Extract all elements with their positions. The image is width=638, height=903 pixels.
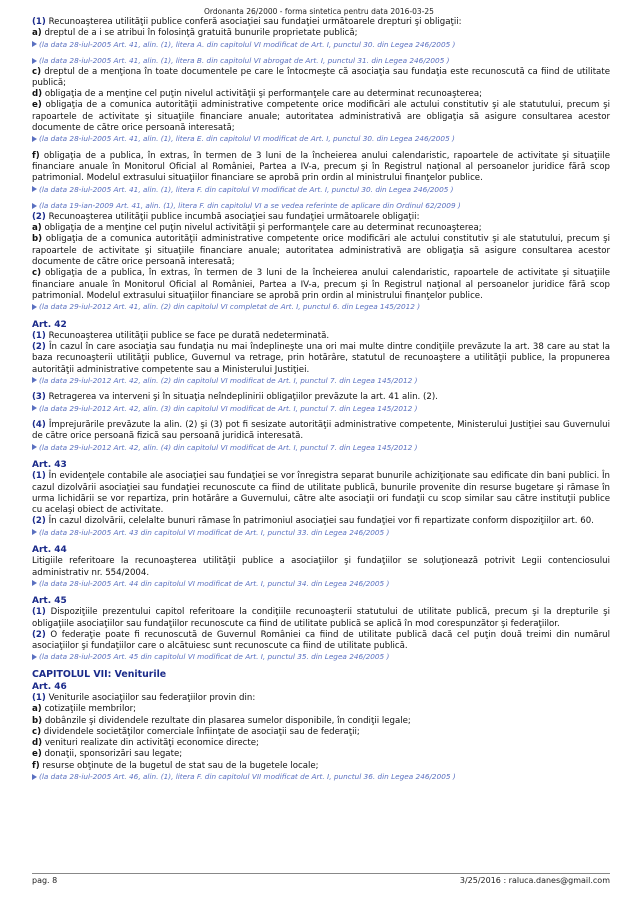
paragraph-text: Recunoaşterea utilităţii publice incumbă asociaţiei sau fundaţiei următoarele obligaţii:	[45, 211, 420, 222]
paragraph-text: În evidenţele contabile ale asociaţiei sau fundaţiei se vor înregistra separat bunurile achiziţionate sau edificate din bani publici. În cazul dizolvării asociaţiei sau fundaţiei recunoscute ca fiind de utilitate publică, bunurile provenite din resurse bugetare şi rămase în urma lichidării se vor repartiza, prin hotărâre a Guvernului, către alte asociaţii ori fundaţii cu scop similar sau către instituţii publice cu acelaşi obiect de activitate.	[32, 471, 610, 516]
article-heading: Art. 45	[32, 596, 67, 607]
paragraph	[32, 727, 610, 738]
paragraph	[32, 151, 610, 185]
paragraph	[32, 234, 610, 268]
paragraph	[32, 392, 610, 403]
amendment-note[interactable]	[32, 134, 610, 145]
paragraph-label: (2)	[32, 629, 46, 640]
paragraph-text: Litigiile referitoare la recunoaşterea utilităţii publice a asociaţiilor şi fundaţiilor se soluţionează potrivit Legii contenciosului administrativ nr. 554/2004.	[32, 556, 610, 578]
paragraph	[32, 67, 610, 90]
paragraph	[32, 704, 610, 715]
paragraph	[32, 516, 610, 527]
article-heading: Art. 44	[32, 545, 67, 556]
amendment-note[interactable]	[32, 404, 610, 415]
paragraph-label: (1)	[32, 607, 46, 618]
paragraph-label: (2)	[32, 211, 46, 222]
paragraph-label: d)	[32, 89, 43, 100]
triangle-right-icon	[32, 405, 37, 411]
paragraph	[32, 268, 610, 302]
paragraph-text: În cazul în care asociaţia sau fundaţia nu mai îndeplineşte una ori mai multe dintre condiţiile prevăzute la art. 38 care au stat la baza recunoaşterii utilităţii publice, Guvernul va retrage, prin hotărâre, statutul de recunoaştere a utilităţii publice, la propunerea autorităţii administrative competente sau a Ministerului Justiţiei.	[32, 341, 610, 375]
amendment-note[interactable]	[32, 772, 610, 783]
paragraph-text: cotizaţiile membrilor;	[41, 704, 137, 715]
paragraph-label: (2)	[32, 341, 46, 352]
amendment-note-text: (la data 29-iul-2012 Art. 41, alin. (2) din capitolul VI completat de Art. I, punctul 6. din Legea 145/2012 )	[39, 302, 421, 312]
paragraph-text: obligaţia de a menţine cel puţin nivelul activităţii şi performanţele care au determinat recunoaşterea;	[42, 89, 482, 100]
paragraph-text: obligaţia de a comunica autorităţii administrative competente orice modificări ale actului constitutiv şi ale statutului, precum şi rapoartele de activitate şi situaţiile financiare anuale; autoritatea administrativă are obligaţia să asigure consultarea acestor documente de către orice persoană interesată;	[32, 234, 610, 267]
paragraph-text: venituri realizate din activităţi economice directe;	[42, 738, 259, 749]
paragraph-text: obligaţia de a comunica autorităţii administrative competente orice modificări ale actului constitutiv şi ale statutului, precum şi rapoartele de activitate şi situaţiile financiare anuale; autoritatea administrativă are obligaţia să asigure consultarea acestor documente de către orice persoană interesată;	[32, 100, 610, 134]
triangle-right-icon	[32, 58, 37, 64]
paragraph-label: f)	[32, 150, 40, 161]
triangle-right-icon	[32, 774, 37, 780]
paragraph-text: În cazul dizolvării, celelalte bunuri rămase în patrimoniul asociaţiei sau fundaţiei vor fi repartizate conform dispoziţiilor art. 60.	[45, 516, 594, 527]
paragraph-text: dreptul de a menţiona în toate documentele pe care le întocmeşte că asociaţia sau fundaţia este recunoscută ca fiind de utilitate publică;	[32, 66, 610, 88]
page-number: pag. 8	[32, 876, 58, 885]
amendment-note-text: (la data 29-iul-2012 Art. 42, alin. (2) din capitolul VI modificat de Art. I, punctul 7. din Legea 145/2012 )	[39, 375, 418, 385]
amendment-note[interactable]	[32, 652, 610, 663]
paragraph-text: Recunoaşterea utilităţii publice se face pe durată nedeterminată.	[45, 330, 330, 341]
paragraph-label: (1)	[32, 330, 46, 341]
paragraph	[32, 749, 610, 760]
paragraph-text: Recunoaşterea utilităţii publice conferă asociaţiei sau fundaţiei următoarele drepturi şi obligaţii:	[45, 17, 462, 27]
triangle-right-icon	[32, 444, 37, 450]
amendment-note-text: (la data 28-iul-2005 Art. 41, alin. (1), litera A. din capitolul VI modificat de Art. I, punctul 30. din Legea 246/2005 )	[39, 39, 456, 49]
amendment-note-text: (la data 28-iul-2005 Art. 44 din capitolul VI modificat de Art. I, punctul 34. din Legea 246/2005 )	[39, 578, 390, 588]
paragraph	[32, 607, 610, 630]
paragraph-label: (4)	[32, 420, 46, 431]
triangle-right-icon	[32, 580, 37, 586]
triangle-right-icon	[32, 529, 37, 535]
paragraph	[32, 89, 610, 100]
paragraph-text: Veniturile asociaţiilor sau federaţiilor provin din:	[45, 692, 256, 703]
paragraph-label: (1)	[32, 471, 46, 482]
paragraph	[32, 693, 610, 704]
paragraph-text: Retragerea va interveni şi în situaţia neîndeplinirii obligaţiilor prevăzute la art. 41 alin. (2).	[45, 392, 438, 403]
paragraph	[32, 100, 610, 134]
paragraph-label: (3)	[32, 392, 46, 403]
triangle-right-icon	[32, 41, 37, 47]
paragraph-text: resurse obţinute de la bugetul de stat sau de la bugetele locale;	[39, 760, 319, 771]
paragraph-label: c)	[32, 268, 42, 279]
paragraph	[32, 761, 610, 772]
paragraph-label: e)	[32, 749, 42, 760]
amendment-note[interactable]	[32, 201, 610, 212]
article-heading: Art. 46	[32, 681, 67, 692]
paragraph-text: obligaţia de a menţine cel puţin nivelul activităţii şi performanţele care au determinat recunoaşterea;	[41, 223, 482, 234]
paragraph-label: b)	[32, 715, 43, 726]
amendment-note[interactable]	[32, 443, 610, 454]
amendment-note-text: (la data 28-iul-2005 Art. 43 din capitolul VI modificat de Art. I, punctul 33. din Legea 246/2005 )	[39, 527, 390, 537]
paragraph-label: a)	[32, 704, 42, 715]
amendment-note-text: (la data 19-ian-2009 Art. 41, alin. (1), litera F. din capitolul VI a se vedea referinte de aplicare din Ordinul 62/2009 )	[39, 201, 461, 211]
footer-divider	[32, 873, 610, 874]
paragraph	[32, 420, 610, 443]
amendment-note[interactable]	[32, 302, 610, 313]
paragraph-label: c)	[32, 726, 42, 737]
paragraph-label: (2)	[32, 516, 46, 527]
chapter-heading: CAPITOLUL VII: Veniturile	[32, 668, 167, 680]
amendment-note[interactable]	[32, 40, 610, 51]
paragraph	[32, 716, 610, 727]
article-heading: Art. 42	[32, 319, 67, 330]
article-heading: Art. 43	[32, 460, 67, 471]
paragraph	[32, 630, 610, 653]
paragraph-label: a)	[32, 28, 42, 39]
amendment-note[interactable]	[32, 185, 610, 196]
triangle-right-icon	[32, 377, 37, 383]
document-body	[32, 17, 610, 783]
paragraph	[32, 212, 610, 223]
paragraph	[32, 223, 610, 234]
triangle-right-icon	[32, 203, 37, 209]
footer-info: 3/25/2016 : raluca.danes@gmail.com	[459, 876, 610, 885]
paragraph-label: (1)	[32, 17, 46, 27]
paragraph	[32, 556, 610, 579]
amendment-note-text: (la data 29-iul-2012 Art. 42, alin. (4) din capitolul VI modificat de Art. I, punctul 7. din Legea 145/2012 )	[39, 442, 418, 452]
paragraph-text: dreptul de a i se atribui în folosinţă gratuită bunurile proprietate publică;	[41, 28, 358, 39]
paragraph-text: dividendele societăţilor comerciale înfiinţate de asociaţii sau de federaţii;	[41, 726, 360, 737]
triangle-right-icon	[32, 136, 37, 142]
paragraph-label: d)	[32, 738, 43, 749]
paragraph	[32, 342, 610, 376]
paragraph-label: b)	[32, 234, 43, 245]
paragraph-text: Împrejurările prevăzute la alin. (2) şi (3) pot fi sesizate autorităţii administrative competente, Ministerului Justiţiei sau Guvernului de către orice persoană fizică sau persoană juridică interesată.	[32, 420, 610, 442]
triangle-right-icon	[32, 186, 37, 192]
paragraph-text: Dispoziţiile prezentului capitol referitoare la condiţiile recunoaşterii statutului de utilitate publică, precum şi la drepturile şi obligaţiile asociaţiilor sau fundaţiilor recunoscute ca fiind de utilitate publică se aplică în mod corespunzător şi federaţiilor.	[32, 607, 610, 629]
paragraph	[32, 471, 610, 516]
paragraph-label: (1)	[32, 692, 46, 703]
amendment-note[interactable]	[32, 56, 610, 67]
amendment-note-text: (la data 28-iul-2005 Art. 41, alin. (1), litera F. din capitolul VI modificat de Art. I, punctul 30. din Legea 246/2005 )	[39, 184, 454, 194]
paragraph	[32, 28, 610, 39]
paragraph-label: c)	[32, 66, 42, 77]
triangle-right-icon	[32, 654, 37, 660]
paragraph-text: dobânzile şi dividendele rezultate din plasarea sumelor disponibile, în condiţii legale;	[42, 715, 411, 726]
paragraph-text: donaţii, sponsorizări sau legate;	[41, 749, 183, 760]
paragraph-label: a)	[32, 223, 42, 234]
amendment-note-text: (la data 28-iul-2005 Art. 46, alin. (1), litera F. din capitolul VII modificat de Art. I, punctul 36. din Legea 246/2005 )	[39, 772, 456, 782]
paragraph-label: e)	[32, 100, 42, 111]
amendment-note[interactable]	[32, 579, 610, 590]
amendment-note[interactable]	[32, 528, 610, 539]
amendment-note-text: (la data 28-iul-2005 Art. 45 din capitolul VI modificat de Art. I, punctul 35. din Legea 246/2005 )	[39, 652, 390, 662]
document-header: Ordonanta 26/2000 - forma sintetica pentru data 2016-03-25	[204, 7, 434, 16]
amendment-note-text: (la data 29-iul-2012 Art. 42, alin. (3) din capitolul VI modificat de Art. I, punctul 7. din Legea 145/2012 )	[39, 403, 418, 413]
paragraph-text: obligaţia de a publica, în extras, în termen de 3 luni de la încheierea anului calendaristic, rapoartele de activitate şi situaţiile financiare anuale în Monitorul Oficial al României, Partea a IV-a, precum şi în Registrul naţional al persoanelor juridice fără scop patrimonial. Modelul extrasului situaţiilor financiare se aprobă prin ordin al ministrului finanţelor publice.	[32, 150, 610, 184]
paragraph	[32, 331, 610, 342]
paragraph-text: O federaţie poate fi recunoscută de Guvernul României ca fiind de utilitate publică dacă cel puţin două treimi din numărul asociaţiilor şi fundaţiilor care o alcătuiesc sunt recunoscute ca fiind de utilitate publică.	[32, 629, 610, 652]
paragraph-label: f)	[32, 760, 40, 771]
amendment-note-text: (la data 28-iul-2005 Art. 41, alin. (1), litera B. din capitolul VI abrogat de Art. I, punctul 31. din Legea 246/2005 )	[39, 56, 450, 66]
paragraph	[32, 17, 610, 28]
amendment-note[interactable]	[32, 376, 610, 387]
paragraph-text: obligaţia de a publica, în extras, în termen de 3 luni de la încheierea anului calendaristic, rapoartele de activitate şi situaţiile financiare anuale în Monitorul Oficial al României, Partea a IV-a, precum şi în Registrul naţional al persoanelor juridice fără scop patrimonial. Modelul extrasului situaţiilor financiare se aprobă prin ordin al ministrului finanţelor publice.	[32, 268, 610, 301]
amendment-note-text: (la data 28-iul-2005 Art. 41, alin. (1), litera E. din capitolul VI modificat de Art. I, punctul 30. din Legea 246/2005 )	[39, 134, 455, 144]
triangle-right-icon	[32, 304, 37, 310]
paragraph	[32, 738, 610, 749]
